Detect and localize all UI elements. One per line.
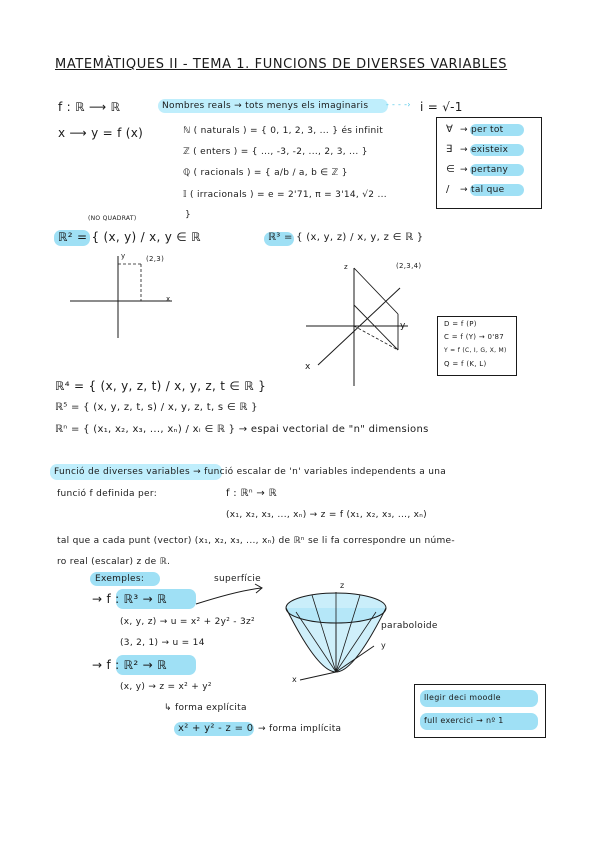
intro-mapping: x ⟶ y = f (x) <box>58 126 144 140</box>
example2-map: → f : ℝ² → ℝ <box>92 658 167 672</box>
paraboloid-label: paraboloide <box>381 621 438 631</box>
relation-item: D = f (P) <box>444 320 477 328</box>
paraboloid-axis-y: y <box>381 641 387 650</box>
relation-item: C = f (Y) → 0'87 <box>444 333 505 341</box>
r3-point-label: (2,3,4) <box>396 262 422 270</box>
example1-rule: (x, y, z) → u = x² + 2y² - 3z² <box>120 617 255 627</box>
definition-line: ro real (escalar) z de ℝ. <box>57 557 171 567</box>
quantifier-symbol: ∈ <box>446 164 456 175</box>
note-line: llegir deci moodle <box>424 693 501 702</box>
definition-line: tal que a cada punt (vector) (x₁, x₂, x₃, ..., xₙ) de ℝⁿ se li fa correspondre un núme- <box>57 536 455 546</box>
paraboloid-axis-x: x <box>292 675 298 684</box>
rn-line: ℝⁿ = { (x₁, x₂, x₃, ..., xₙ) / xᵢ ∈ ℝ } → espai vectorial de "n" dimensions <box>55 424 429 435</box>
explicit-label: ↳ forma explícita <box>164 703 247 713</box>
set-integers: ℤ ( enters ) = { ..., -3, -2, ..., 2, 3, ... } <box>183 147 368 157</box>
example2-rule: (x, y) → z = x² + y² <box>120 682 212 692</box>
examples-heading: Exemples: <box>95 574 145 584</box>
r3-axis-z: z <box>344 263 348 271</box>
intro-map: f : ℝ ⟶ ℝ <box>58 100 121 114</box>
r2-note: (NO QUADRAT) <box>88 215 137 222</box>
example1-map: → f : ℝ³ → ℝ <box>92 592 167 606</box>
r2-axis-x: x <box>166 295 171 303</box>
r3-axis-x: x <box>305 362 311 372</box>
implicit-equation: x² + y² - z = 0 <box>178 723 254 734</box>
r3-axis-y: y <box>400 321 406 331</box>
note-line: full exercici → nº 1 <box>424 716 504 725</box>
quantifier-symbol: / <box>446 184 450 195</box>
r2-axis-y: y <box>121 252 126 260</box>
quantifier-meaning: → pertany <box>460 165 509 175</box>
relation-item: Y = f (C, I, G, X, M) <box>444 347 507 354</box>
relation-item: Q = f (K, L) <box>444 360 487 368</box>
dashed-arrow: - - - -› <box>386 100 411 109</box>
rn-line: ℝ⁴ = { (x, y, z, t) / x, y, z, t ∈ ℝ } <box>55 379 267 393</box>
set-naturals: ℕ ( naturals ) = { 0, 1, 2, 3, ... } és infinit <box>183 126 384 136</box>
definition-line: (x₁, x₂, x₃, ..., xₙ) → z = f (x₁, x₂, x₃, ..., xₙ) <box>226 510 427 520</box>
page-title: MATEMÀTIQUES II - TEMA 1. FUNCIONS DE DIVERSES VARIABLES <box>55 57 508 72</box>
surface-label: superfície <box>214 574 261 584</box>
implicit-label: → forma implícita <box>258 724 342 734</box>
r2-point-label: (2,3) <box>146 255 165 263</box>
definition-line: funció f definida per: <box>57 489 158 499</box>
intro-naming: Nombres reals → tots menys els imaginaris <box>162 101 369 111</box>
example1-eval: (3, 2, 1) → u = 14 <box>120 638 205 648</box>
quantifier-symbol: ∀ <box>446 124 454 135</box>
closing-brace: } <box>185 210 192 220</box>
intro-imag: i = √-1 <box>420 100 463 114</box>
quantifier-symbol: ∃ <box>446 144 453 155</box>
rn-line: ℝ⁵ = { (x, y, z, t, s) / x, y, z, t, s ∈ ℝ } <box>55 402 258 413</box>
quantifier-meaning: → existeix <box>460 145 509 155</box>
set-rationals: ℚ ( racionals ) = { a/b / a, b ∈ ℤ } <box>183 168 348 178</box>
paraboloid-axis-z: z <box>340 581 345 590</box>
quantifier-meaning: → per tot <box>460 125 504 135</box>
definition-map: f : ℝⁿ → ℝ <box>226 488 277 499</box>
definition-line: Funció de diverses variables → funció escalar de 'n' variables independents a una <box>54 467 447 477</box>
r3-definition: ℝ³ = { (x, y, z) / x, y, z ∈ ℝ } <box>268 232 424 243</box>
quantifier-meaning: → tal que <box>460 185 505 195</box>
set-irrationals: 𝕀 ( irracionals ) = e = 2'71, π = 3'14, √2 ... <box>183 190 387 200</box>
r2-definition: ℝ² = { (x, y) / x, y ∈ ℝ <box>58 230 201 244</box>
